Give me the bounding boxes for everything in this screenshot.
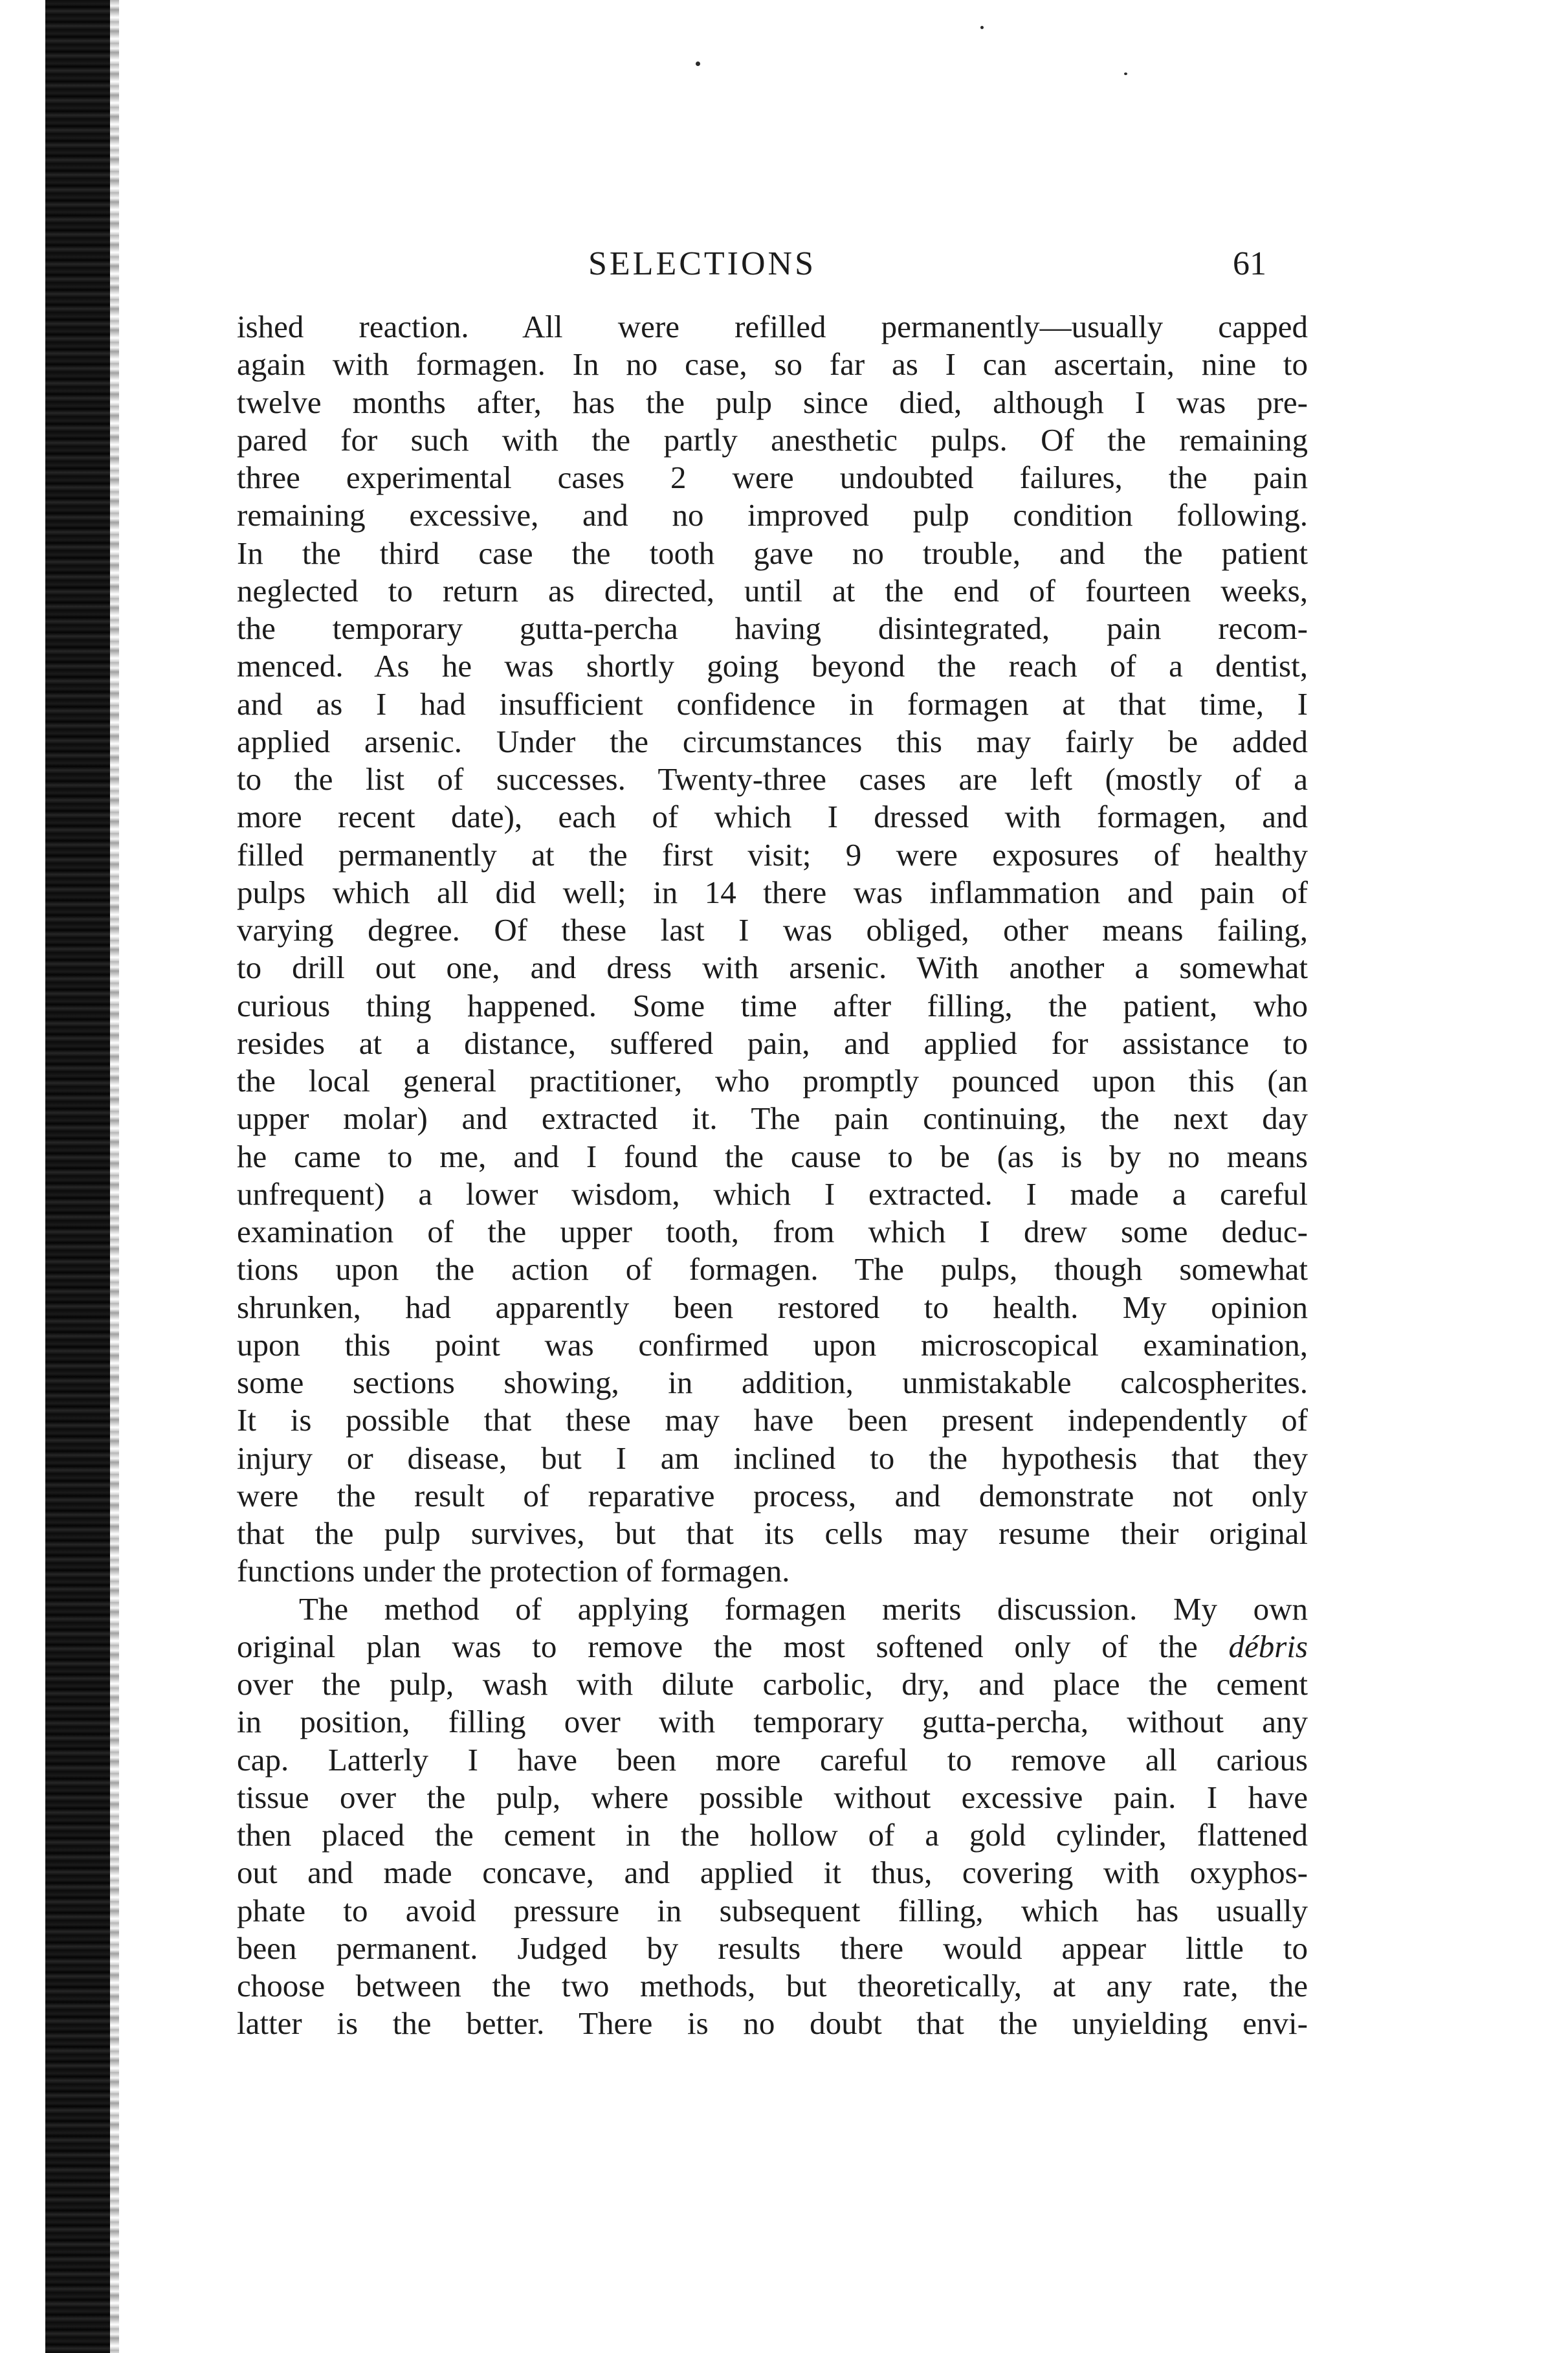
- page-title: SELECTIONS: [588, 245, 816, 282]
- text-line: then placed the cement in the hollow of a gold cylinder, flattened: [237, 1817, 1308, 1853]
- scan-speck: [696, 61, 700, 66]
- scan-speck: [980, 26, 984, 29]
- text-line: some sections showing, in addition, unmistakable calcospherites.: [237, 1365, 1308, 1400]
- text-line: over the pulp, wash with dilute carbolic, dry, and place the cement: [237, 1666, 1308, 1702]
- text-line: and as I had insufficient confidence in formagen at that time, I: [237, 686, 1308, 722]
- text-line: curious thing happened. Some time after filling, the patient, who: [237, 987, 1308, 1023]
- text-line: that the pulp survives, but that its cells may resume their original: [237, 1515, 1308, 1551]
- text-line: tissue over the pulp, where possible without excessive pain. I have: [237, 1779, 1308, 1815]
- scan-binding-edge: [45, 0, 110, 2353]
- text-line: varying degree. Of these last I was obliged, other means failing,: [237, 912, 1308, 948]
- text-line: out and made concave, and applied it thus, covering with oxyphos-: [237, 1855, 1308, 1891]
- text-line: again with formagen. In no case, so far as I can ascertain, nine to: [237, 346, 1308, 383]
- text-line: three experimental cases 2 were undoubted failures, the pain: [237, 460, 1308, 495]
- text-line: It is possible that these may have been present independently of: [237, 1402, 1308, 1438]
- italic-word: débris: [1228, 1628, 1308, 1664]
- text-line: upper molar) and extracted it. The pain continuing, the next day: [237, 1100, 1308, 1137]
- text-line: latter is the better. There is no doubt that the unyielding envi-: [237, 2005, 1308, 2042]
- text-line: been permanent. Judged by results there would appear little to: [237, 1930, 1308, 1966]
- text-line: [237, 1628, 1308, 1666]
- text-line: twelve months after, has the pulp since died, although I was pre-: [237, 384, 1308, 420]
- text-line: applied arsenic. Under the circumstances this may fairly be added: [237, 723, 1308, 759]
- text-line: phate to avoid pressure in subsequent filling, which has usually: [237, 1892, 1308, 1928]
- text-line: more recent date), each of which I dressed with formagen, and: [237, 799, 1308, 835]
- text-line: neglected to return as directed, until at the end of fourteen weeks,: [237, 572, 1308, 608]
- text-line: in position, filling over with temporary gutta-percha, without any: [237, 1704, 1308, 1740]
- text-line: unfrequent) a lower wisdom, which I extracted. I made a careful: [237, 1176, 1308, 1212]
- body-text: [237, 308, 1308, 2043]
- text-line: he came to me, and I found the cause to be (as is by no means: [237, 1138, 1308, 1174]
- text-line: tions upon the action of formagen. The pulps, though somewhat: [237, 1251, 1308, 1288]
- text-line: upon this point was confirmed upon microscopical examination,: [237, 1326, 1308, 1363]
- text-line: examination of the upper tooth, from which I drew some deduc-: [237, 1214, 1308, 1249]
- text-line: shrunken, had apparently been restored to health. My opinion: [237, 1289, 1308, 1325]
- text-line: the temporary gutta-percha having disintegrated, pain recom-: [237, 610, 1308, 646]
- scan-speck: [1124, 72, 1127, 75]
- running-head: [0, 245, 1568, 290]
- text-line: ished reaction. All were refilled permanently—usually capped: [237, 309, 1308, 344]
- text-line: injury or disease, but I am inclined to the hypothesis that they: [237, 1440, 1308, 1476]
- text-line: the local general practitioner, who promptly pounced upon this (an: [237, 1063, 1308, 1098]
- text-line: pulps which all did well; in 14 there was inflammation and pain of: [237, 874, 1308, 910]
- text-line: to drill out one, and dress with arsenic. With another a somewhat: [237, 950, 1308, 986]
- text-line: The method of applying formagen merits discussion. My own: [299, 1590, 1308, 1627]
- text-line: were the result of reparative process, and demonstrate not only: [237, 1477, 1308, 1513]
- text-line: pared for such with the partly anesthetic pulps. Of the remaining: [237, 421, 1308, 458]
- text-line: resides at a distance, suffered pain, and applied for assistance to: [237, 1025, 1308, 1061]
- text-line: to the list of successes. Twenty-three cases are left (mostly of a: [237, 761, 1308, 797]
- text-line: functions under the protection of formagen.: [237, 1553, 790, 1589]
- text-line: In the third case the tooth gave no trouble, and the patient: [237, 535, 1308, 571]
- page-number: 61: [1233, 245, 1266, 282]
- text-line: remaining excessive, and no improved pulp condition following.: [237, 497, 1308, 533]
- text-run: original plan was to remove the most softened only of the: [237, 1628, 1229, 1664]
- text-line: cap. Latterly I have been more careful to remove all carious: [237, 1741, 1308, 1778]
- text-line: choose between the two methods, but theoretically, at any rate, the: [237, 1968, 1308, 2003]
- text-line: filled permanently at the first visit; 9 were exposures of healthy: [237, 836, 1308, 873]
- text-line: menced. As he was shortly going beyond the reach of a dentist,: [237, 648, 1308, 684]
